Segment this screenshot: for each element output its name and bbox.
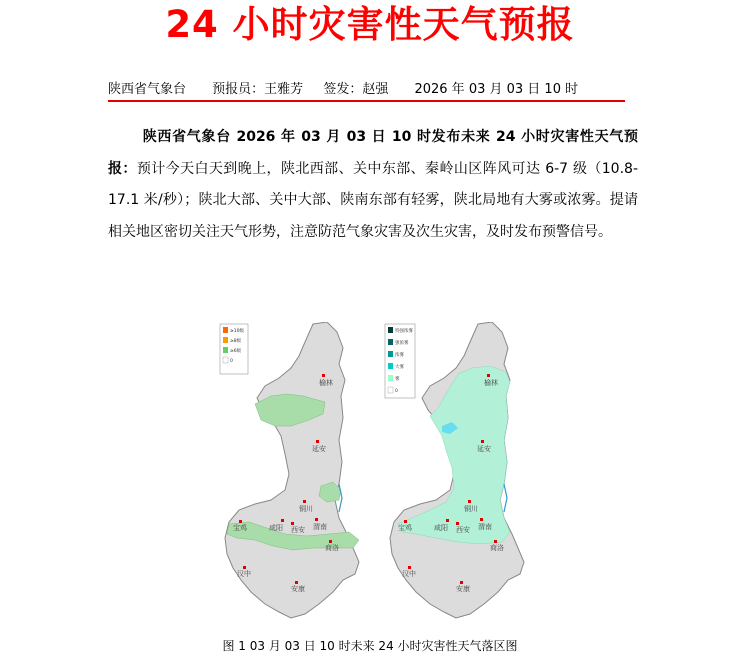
svg-text:汉中: 汉中 (237, 570, 251, 578)
svg-text:≥8级: ≥8级 (230, 339, 242, 344)
svg-text:汉中: 汉中 (402, 570, 416, 578)
forecast-text: 预计今天白天到晚上，陕北西部、关中东部、秦岭山区阵风可达 6-7 级（10.8-17.1 米/秒）；陕北大部、关中大部、陕南东部有轻雾，陕北局地有大雾或浓雾。提请相关地区密切关注天气形势，注意防范气象灾害及次生灾害，及时发布预警信号。 (108, 160, 638, 240)
svg-text:延安: 延安 (312, 445, 326, 453)
figure-caption: 图 1 03 月 03 日 10 时未来 24 小时灾害性天气落区图 (222, 639, 518, 653)
svg-text:雾: 雾 (395, 377, 400, 382)
svg-text:咸阳: 咸阳 (434, 524, 448, 532)
issue-datetime: 2026 年 03 月 03 日 10 时 (414, 82, 579, 97)
svg-text:安康: 安康 (291, 585, 305, 593)
svg-text:0: 0 (230, 359, 233, 364)
svg-text:西安: 西安 (291, 526, 305, 534)
wind-map (215, 322, 365, 622)
yellow-river-boundary (504, 484, 507, 512)
forecaster: 预报员：王雅芳 (212, 82, 304, 97)
svg-text:宝鸡: 宝鸡 (398, 524, 412, 532)
svg-text:≥10级: ≥10级 (230, 329, 244, 334)
page-title: 24 小时灾害性天气预报 (165, 3, 575, 46)
svg-text:延安: 延安 (477, 445, 491, 453)
forecast-lead: 陕西省气象台 2026 年 03 月 03 日 10 时发布未来 24 小时灾害性天气预报： (108, 129, 638, 177)
svg-text:商洛: 商洛 (490, 544, 504, 552)
svg-text:榆林: 榆林 (319, 379, 333, 387)
svg-text:商洛: 商洛 (325, 544, 339, 552)
svg-text:安康: 安康 (456, 585, 470, 593)
svg-text:咸阳: 咸阳 (269, 524, 283, 532)
svg-text:强浓雾: 强浓雾 (395, 341, 409, 346)
wind-legend (220, 324, 248, 374)
svg-text:≥6级: ≥6级 (230, 349, 242, 354)
svg-text:宝鸡: 宝鸡 (233, 524, 247, 532)
svg-text:渭南: 渭南 (313, 523, 327, 531)
issuing-org: 陕西省气象台 (108, 82, 187, 97)
svg-text:特强浓雾: 特强浓雾 (395, 329, 413, 334)
header-divider (108, 100, 625, 102)
issue-info (108, 78, 578, 97)
svg-text:榆林: 榆林 (484, 379, 498, 387)
svg-text:西安: 西安 (456, 526, 470, 534)
signer: 签发：赵强 (323, 82, 389, 97)
svg-text:铜川: 铜川 (464, 505, 478, 513)
svg-text:铜川: 铜川 (299, 505, 313, 513)
svg-text:0: 0 (395, 389, 398, 394)
svg-text:大雾: 大雾 (395, 365, 404, 370)
forecast-paragraph (108, 122, 638, 248)
fog-legend (385, 324, 415, 398)
svg-text:浓雾: 浓雾 (395, 353, 404, 358)
fog-map (380, 322, 530, 622)
svg-text:渭南: 渭南 (478, 523, 492, 531)
